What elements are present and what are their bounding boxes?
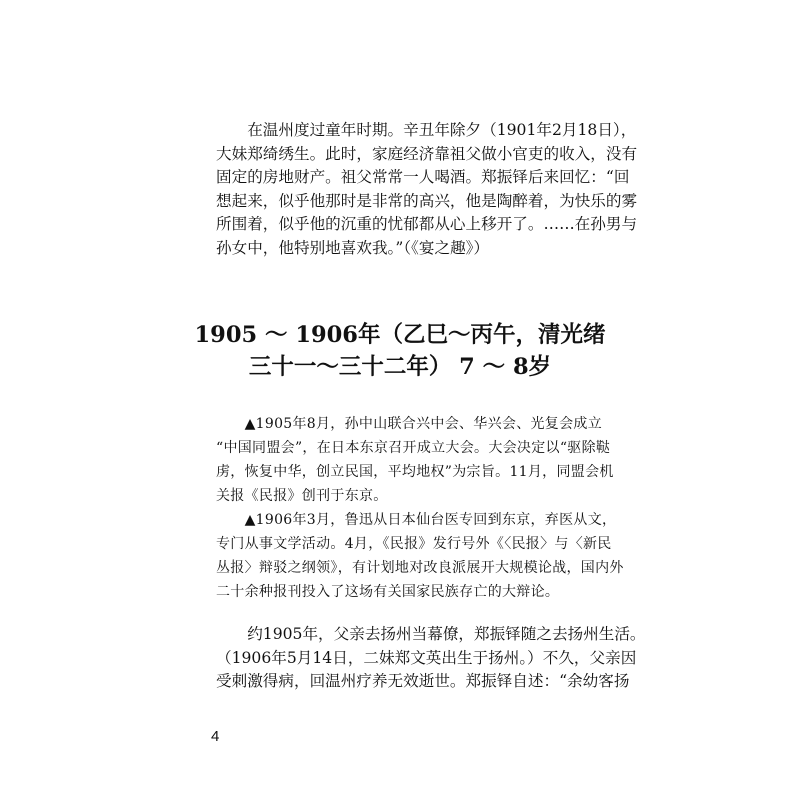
historical-events (216, 412, 624, 604)
heading-line: 1905 ～ 1906年（乙巳～丙午，清光绪 (194, 322, 606, 348)
text-line: （1906年5月14日，二妹郑文英出生于扬州。）不久，父亲因 (216, 648, 637, 667)
event-line: “中国同盟会”，在日本东京召开成立大会。大会决定以“驱除鞑 (216, 440, 611, 456)
text-line: 受刺激得病，回温州疗养无效逝世。郑振铎自述：“余幼客扬 (216, 672, 630, 690)
text-line: 想起来，似乎他那时是非常的高兴，他是陶醉着，为快乐的雾 (216, 191, 638, 210)
event-line: 关报《民报》创刊于东京。 (216, 488, 388, 504)
text-line: 固定的房地财产。祖父常常一人喝酒。郑振铎后来回忆：“回 (216, 168, 630, 186)
heading-line: 三十一～三十二年） 7 ～ 8岁 (248, 354, 552, 380)
event-line: 丛报〉辩驳之纲领》，有计划地对改良派展开大规模论战，国内外 (216, 560, 624, 576)
paragraph-childhood (216, 119, 638, 260)
event-line: ▲1905年8月，孙中山联合兴中会、华兴会、光复会成立 (216, 416, 603, 432)
event-line: ▲1906年3月，鲁迅从日本仙台医专回到东京，弃医从文， (216, 512, 617, 528)
paragraph-yangzhou (216, 623, 646, 694)
text-line: 所围着，似乎他的沉重的忧郁都从心上移开了。……在孙男与 (216, 215, 638, 233)
section-heading (180, 319, 620, 383)
event-line: 专门从事文学活动。4月，《民报》发行号外《〈民报〉与〈新民 (216, 536, 612, 552)
page-number: 4 (211, 728, 220, 745)
text-line: 约1905年，父亲去扬州当幕僚，郑振铎随之去扬州生活。 (216, 625, 646, 643)
text-line: 孙女中，他特别地喜欢我。”（《宴之趣》） (216, 238, 490, 257)
text-line: 在温州度过童年时期。辛丑年除夕（1901年2月18日）， (216, 121, 637, 139)
event-line: 虏，恢复中华，创立民国，平均地权”为宗旨。11月，同盟会机 (216, 464, 614, 480)
event-line: 二十余种报刊投入了这场有关国家民族存亡的大辩论。 (216, 584, 560, 600)
text-line: 大妹郑绮绣生。此时，家庭经济靠祖父做小官吏的收入，没有 (216, 144, 638, 163)
